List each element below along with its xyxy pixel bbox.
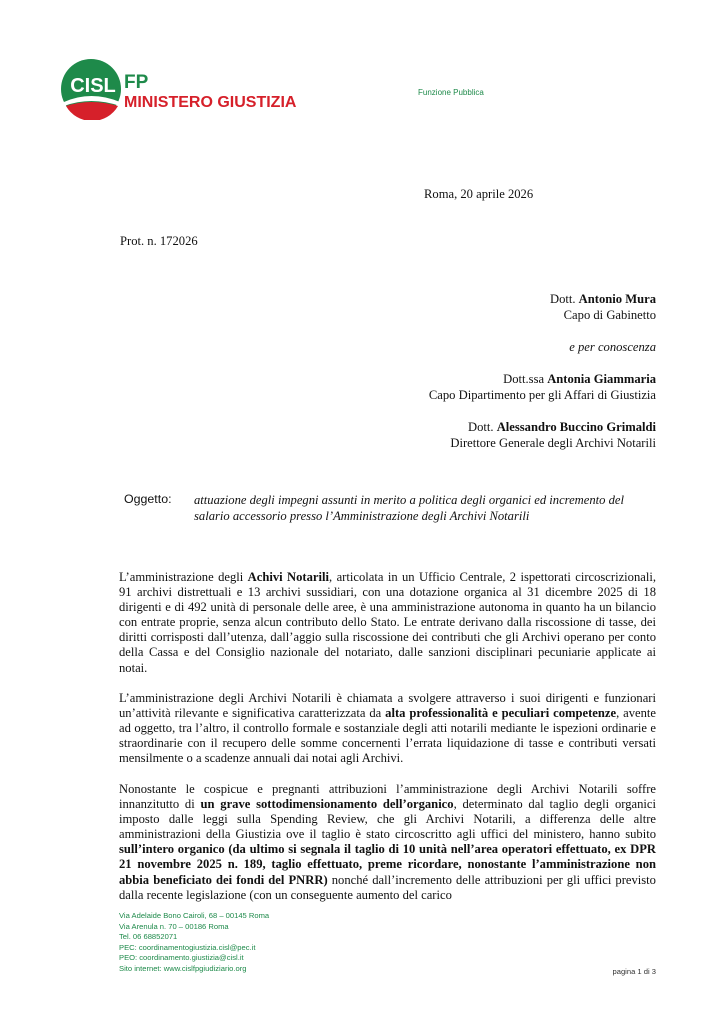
body-paragraph-3 [119,782,656,903]
funzione-pubblica-label: Funzione Pubblica [418,88,484,97]
recipient-1-bold-name: Antonio Mura [578,292,656,306]
p1-text-a: L’amministrazione degli [119,570,248,584]
body-paragraph-1 [119,570,656,676]
recipient-1-role: Capo di Gabinetto [563,308,656,322]
p2-text-c: , avente ad oggetto, tra l’altro, il controllo formale e sostanziale degli atti notarili mediante le ispezioni ordinarie e straordinarie con il recupero delle somme concernenti l’errata liquidazione di tasse e contributi versati mensilmente o a scadenze annuali dai notai agli Archivi. [119,706,656,766]
recipient-1-prefix: Dott. [549,292,579,306]
footer-address-2: Via Arenula n. 70 – 00186 Roma [119,921,229,931]
footer-address-1: Via Adelaide Bono Cairoli, 68 – 00145 Roma [119,911,270,920]
p3-bold-2: sull’intero organico (da ultimo si segnala il taglio di 10 unità nell’area operatori effettuato, ex DPR 21 novembre 2025 n. 189, taglio effettuato, preme ricordare, nonostante l’amministrazione non abbia beneficiato dei fondi del PNRR) [119,842,656,887]
protocol-number: Prot. n. 172026 [120,234,198,248]
logo-cisl-text: CISL [70,75,116,97]
footer-phone: Tel. 06 68852071 [119,932,178,941]
recipient-3-bold-name: Alessandro Buccino Grimaldi [496,420,656,434]
p1-bold: Achivi Notarili [247,570,330,584]
p2-text-a: L’amministrazione degli Archivi Notarili è chiamata a svolgere attraverso i suoi dirigenti e funzionari un’attività rilevante e significativa caratterizzata da [119,691,656,721]
p3-text-c: , determinato dal taglio degli organici imposto dalle leggi sulla Spending Review, che gli Archivi Notarili, a differenza delle altre amministrazioni della Giustizia ove il taglio è stato circoscritto agli uffici del ministero, hanno subito [119,797,656,842]
cisl-fp-logo [60,58,300,120]
p1-text-c: , articolata in un Ufficio Centrale, 2 ispettorati circoscrizionali, 91 archivi distrettuali e 13 archivi sussidiari, con una dotazione organica al 31 dicembre 2025 di 18 dirigenti e di 492 unità di personale delle aree, è una amministrazione autonoma in quanto ha un bilancio con entrate proprie, senza alcun contributo dello Stato. Le entrate derivano dalla riscossione di tasse, dei diritti corrisposti dall’utenza, dall’aggio sulla riscossione dei contributi che gli Archivi operano per conto della Cassa e del Consiglio nazionale del notariato, dalle sanzioni disciplinari pecuniarie applicate ai notai. [119,570,656,675]
logo-ministero-text: MINISTERO GIUSTIZIA [124,94,297,111]
footer-website: Sito internet: www.cislfpgiudiziario.org [119,963,247,973]
recipient-3-prefix: Dott. [468,420,497,434]
oggetto-text: attuazione degli impegni assunti in merito a politica degli organici ed incremento del salario accessorio presso l’Amministrazione degli Archivi Notarili [194,493,624,523]
p3-text-a: Nonostante le cospicue e pregnanti attribuzioni l’amministrazione degli Archivi Notarili soffre innanzitutto di [119,782,656,812]
recipient-2-name [503,371,656,387]
footer-peo: PEO: coordinamento.giustizia@cisl.it [119,953,244,962]
recipient-2-prefix: Dott.ssa [503,372,548,386]
page-number: pagina 1 di 3 [612,967,656,976]
logo-fp-text: FP [124,72,149,93]
p3-text-e: nonché dall’incremento delle attribuzioni per gli uffici previsto dalla recente legislazione (con un conseguente aumento del carico [119,872,656,902]
per-conoscenza-label: e per conoscenza [569,340,656,354]
letter-date: Roma, 20 aprile 2026 [424,187,534,201]
p3-bold-1: un grave sottodimensionamento dell’organico [200,797,454,812]
oggetto-label: Oggetto: [124,492,172,506]
recipient-2-role: Capo Dipartimento per gli Affari di Giustizia [428,388,656,402]
body-paragraph-2 [119,691,656,766]
recipient-3-role: Direttore Generale degli Archivi Notarili [450,436,656,450]
p2-bold: alta professionalità e peculiari competenze [385,706,617,721]
recipient-3-name [468,419,656,435]
recipient-1-name [550,291,656,307]
footer-pec: PEC: coordinamentogiustizia.cisl@pec.it [119,942,256,952]
footer-contacts [119,911,269,974]
recipient-2-bold-name: Antonia Giammaria [547,372,656,386]
